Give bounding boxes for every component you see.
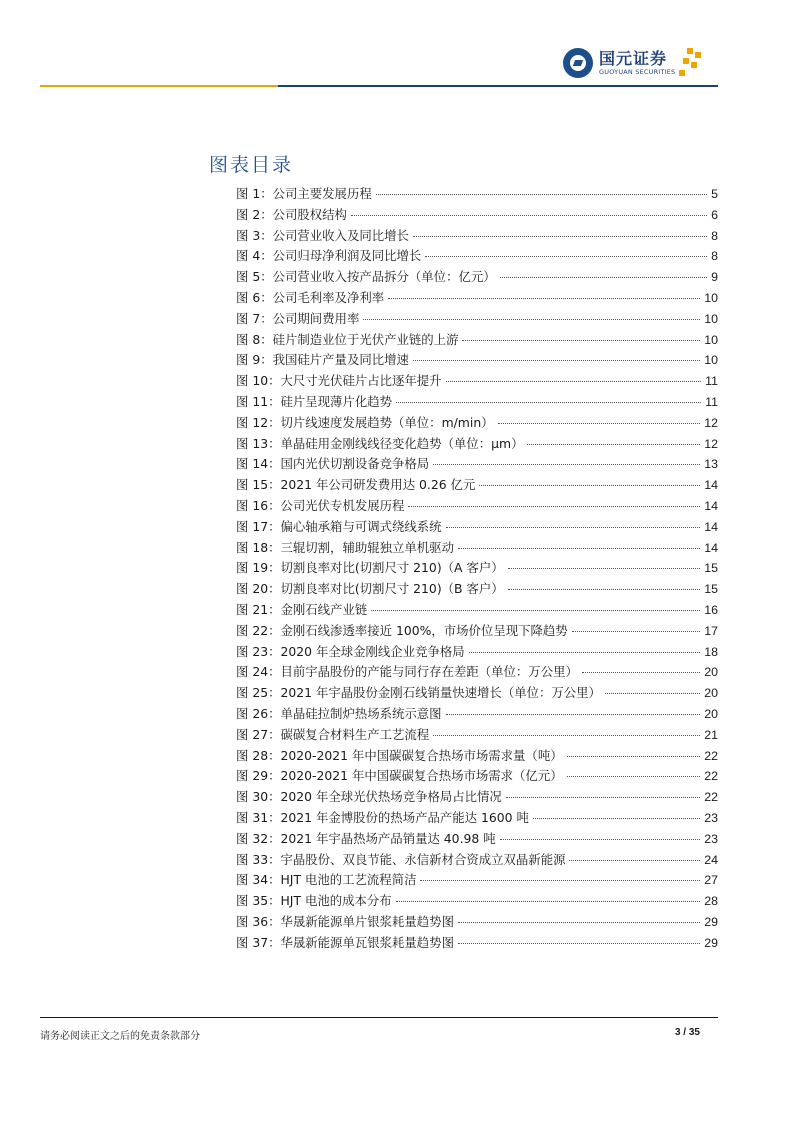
toc-leader-dots [433, 735, 700, 736]
toc-entry[interactable] [236, 392, 718, 413]
toc-entry[interactable] [236, 413, 718, 434]
toc-entry[interactable] [236, 829, 718, 850]
toc-entry[interactable] [236, 579, 718, 600]
toc-leader-dots [533, 818, 700, 819]
toc-entry[interactable] [236, 205, 718, 226]
toc-entry[interactable] [236, 309, 718, 330]
toc-leader-dots [567, 756, 701, 757]
company-logo [563, 46, 703, 80]
toc-entry[interactable] [236, 766, 718, 787]
toc-leader-dots [363, 319, 700, 320]
toc-leader-dots [469, 652, 701, 653]
toc-entry-label[interactable]: 图 7：公司期间费用率 [236, 310, 360, 326]
toc-entry[interactable] [236, 787, 718, 808]
toc-leader-dots [605, 693, 700, 694]
logo-mark-icon [563, 48, 593, 78]
toc-leader-dots [500, 839, 701, 840]
toc-leader-dots [572, 631, 701, 632]
toc-leader-dots [413, 236, 707, 237]
toc-entry-label[interactable]: 图 26：单晶硅拉制炉热场系统示意图 [236, 705, 442, 721]
toc-entry[interactable] [236, 912, 718, 933]
toc-title: 图表目录 [209, 154, 294, 176]
toc-entry-label[interactable]: 图 23：2020 年全球金刚线企业竞争格局 [236, 643, 465, 659]
toc-entry-label[interactable]: 图 18：三辊切割，辅助辊独立单机驱动 [236, 539, 454, 555]
toc-leader-dots [433, 464, 700, 465]
toc-leader-dots [462, 340, 700, 341]
toc-entry-page[interactable]: 8 [711, 228, 718, 243]
toc-entry-label[interactable]: 图 5：公司营业收入按产品拆分（单位：亿元） [236, 269, 496, 285]
toc-entry-page[interactable]: 28 [704, 894, 718, 909]
toc-list [236, 184, 718, 953]
toc-entry-page[interactable]: 12 [704, 436, 718, 451]
logo-text [599, 50, 675, 76]
toc-entry-label[interactable]: 图 4：公司归母净利润及同比增长 [236, 248, 422, 264]
toc-entry-page[interactable]: 20 [704, 706, 718, 721]
toc-leader-dots [351, 215, 707, 216]
toc-entry[interactable] [236, 330, 718, 351]
toc-entry[interactable] [236, 538, 718, 559]
footer-rule [40, 1017, 718, 1018]
toc-leader-dots [567, 776, 701, 777]
toc-entry-page[interactable]: 17 [704, 623, 718, 638]
header-rule-accent [278, 85, 718, 87]
toc-entry-page[interactable]: 14 [704, 478, 718, 493]
toc-entry-label[interactable]: 图 10：大尺寸光伏硅片占比逐年提升 [236, 373, 442, 389]
toc-entry-page[interactable]: 11 [705, 394, 718, 409]
toc-entry-label[interactable]: 图 30：2020 年全球光伏热场竞争格局占比情况 [236, 789, 502, 805]
toc-leader-dots [420, 880, 700, 881]
toc-leader-dots [569, 860, 700, 861]
toc-entry-page[interactable]: 11 [705, 374, 718, 389]
toc-leader-dots [458, 943, 700, 944]
toc-entry[interactable] [236, 891, 718, 912]
toc-leader-dots [582, 672, 700, 673]
toc-entry[interactable] [236, 808, 718, 829]
toc-entry[interactable] [236, 850, 718, 871]
toc-entry-label[interactable]: 图 2：公司股权结构 [236, 206, 347, 222]
toc-leader-dots [446, 381, 702, 382]
toc-leader-dots [446, 714, 701, 715]
toc-entry[interactable] [236, 642, 718, 663]
toc-entry-page[interactable]: 22 [704, 790, 718, 805]
toc-entry-page[interactable]: 12 [704, 415, 718, 430]
toc-entry[interactable] [236, 517, 718, 538]
toc-entry[interactable] [236, 621, 718, 642]
toc-entry-page[interactable]: 18 [704, 644, 718, 659]
toc-entry-page[interactable]: 14 [704, 540, 718, 555]
toc-entry-page[interactable]: 23 [704, 810, 718, 825]
toc-entry[interactable] [236, 496, 718, 517]
toc-leader-dots [413, 360, 700, 361]
toc-entry[interactable] [236, 662, 718, 683]
toc-leader-dots [458, 548, 700, 549]
toc-entry-page[interactable]: 15 [704, 582, 718, 597]
toc-entry[interactable] [236, 683, 718, 704]
toc-entry[interactable] [236, 558, 718, 579]
toc-entry-page[interactable]: 13 [704, 457, 718, 472]
toc-entry-label[interactable]: 图 35：HJT 电池的成本分布 [236, 893, 392, 909]
toc-entry-label[interactable]: 图 29：2020-2021 年中国碳碳复合热场市场需求（亿元） [236, 768, 563, 784]
toc-entry-page[interactable]: 22 [704, 769, 718, 784]
toc-entry-label[interactable]: 图 33：宇晶股份、双良节能、永信新材合资成立双晶新能源 [236, 851, 566, 867]
toc-entry[interactable] [236, 288, 718, 309]
logo-name-cn: 国元证券 [599, 49, 668, 68]
toc-entry-page[interactable]: 10 [704, 353, 718, 368]
toc-entry[interactable] [236, 434, 718, 455]
toc-entry-label[interactable]: 图 14：国内光伏切割设备竞争格局 [236, 456, 430, 472]
toc-leader-dots [508, 589, 701, 590]
toc-entry-label[interactable]: 图 16：公司光伏专机发展历程 [236, 497, 405, 513]
toc-leader-dots [388, 298, 700, 299]
toc-entry-label[interactable]: 图 24：目前宇晶股份的产能与同行存在差距（单位：万公里） [236, 664, 578, 680]
toc-entry-page[interactable]: 14 [704, 498, 718, 513]
toc-leader-dots [396, 402, 701, 403]
toc-entry[interactable] [236, 475, 718, 496]
toc-entry-label[interactable]: 图 27：碳碳复合材料生产工艺流程 [236, 726, 430, 742]
toc-entry-label[interactable]: 图 32：2021 年宇晶热场产品销量达 40.98 吨 [236, 830, 496, 846]
toc-entry-label[interactable]: 图 34：HJT 电池的工艺流程简洁 [236, 872, 417, 888]
toc-entry-page[interactable]: 9 [711, 270, 718, 285]
toc-leader-dots [498, 423, 701, 424]
toc-leader-dots [396, 901, 701, 902]
toc-entry[interactable] [236, 600, 718, 621]
logo-name-en: GUOYUAN SECURITIES [599, 68, 676, 76]
toc-entry-page[interactable]: 15 [704, 561, 718, 576]
toc-entry-label[interactable]: 图 21：金刚石线产业链 [236, 601, 368, 617]
toc-entry-label[interactable]: 图 11：硅片呈现薄片化趋势 [236, 393, 393, 409]
toc-leader-dots [479, 485, 700, 486]
toc-entry-label[interactable]: 图 8：硅片制造业位于光伏产业链的上游 [236, 331, 459, 347]
toc-entry-label[interactable]: 图 37：华晟新能源单瓦银浆耗量趋势图 [236, 934, 454, 950]
toc-entry-label[interactable]: 图 31：2021 年金博股份的热场产品产能达 1600 吨 [236, 809, 529, 825]
toc-entry-page[interactable]: 21 [704, 727, 718, 742]
toc-entry-label[interactable]: 图 17：偏心轴承箱与可调式绕线系统 [236, 518, 442, 534]
toc-entry[interactable] [236, 933, 718, 954]
toc-entry[interactable] [236, 350, 718, 371]
toc-leader-dots [408, 506, 700, 507]
toc-entry-page[interactable]: 10 [704, 290, 718, 305]
toc-entry-label[interactable]: 图 15：2021 年公司研发费用达 0.26 亿元 [236, 477, 476, 493]
toc-entry-page[interactable]: 5 [711, 187, 718, 201]
toc-entry[interactable] [236, 371, 718, 392]
toc-entry-page[interactable]: 29 [704, 935, 718, 950]
toc-entry-page[interactable]: 29 [704, 914, 718, 929]
toc-entry-label[interactable]: 图 28：2020-2021 年中国碳碳复合热场市场需求量（吨） [236, 747, 563, 763]
toc-entry-label[interactable]: 图 19：切割良率对比(切割尺寸 210)（A 客户） [236, 560, 504, 576]
toc-entry-label[interactable]: 图 9：我国硅片产量及同比增速 [236, 352, 409, 368]
toc-leader-dots [506, 797, 700, 798]
toc-entry-label[interactable]: 图 25：2021 年宇晶股份金刚石线销量快速增长（单位：万公里） [236, 685, 601, 701]
page-indicator: 3 / 35 [674, 1027, 700, 1038]
toc-entry-page[interactable]: 27 [704, 873, 718, 888]
toc-entry-label[interactable]: 图 3：公司营业收入及同比增长 [236, 227, 409, 243]
toc-entry-label[interactable]: 图 22：金刚石线渗透率接近 100%，市场价位呈现下降趋势 [236, 622, 568, 638]
toc-leader-dots [500, 277, 707, 278]
toc-entry-page[interactable]: 20 [704, 686, 718, 701]
toc-entry-page[interactable]: 6 [711, 207, 718, 222]
toc-leader-dots [425, 256, 707, 257]
toc-entry-page[interactable]: 20 [704, 665, 718, 680]
toc-entry-label[interactable]: 图 13：单晶硅用金刚线线径变化趋势（单位：μm） [236, 435, 524, 451]
toc-entry-page[interactable]: 22 [704, 748, 718, 763]
toc-entry[interactable] [236, 246, 718, 267]
toc-leader-dots [371, 610, 700, 611]
toc-entry-page[interactable]: 23 [704, 831, 718, 846]
toc-entry-page[interactable]: 10 [704, 311, 718, 326]
toc-leader-dots [527, 444, 700, 445]
toc-entry[interactable] [236, 870, 718, 891]
toc-leader-dots [376, 194, 707, 195]
toc-entry-page[interactable]: 8 [711, 249, 718, 264]
toc-leader-dots [446, 527, 701, 528]
toc-leader-dots [458, 922, 700, 923]
toc-entry-page[interactable]: 24 [704, 852, 718, 867]
toc-entry-label[interactable]: 图 36：华晟新能源单片银浆耗量趋势图 [236, 913, 454, 929]
toc-leader-dots [508, 568, 701, 569]
toc-entry-label[interactable]: 图 1：公司主要发展历程 [236, 186, 372, 201]
footer-disclaimer: 请务必阅读正文之后的免责条款部分 [40, 1031, 200, 1042]
toc-entry-page[interactable]: 14 [704, 519, 718, 534]
toc-entry-label[interactable]: 图 6：公司毛利率及净利率 [236, 289, 385, 305]
toc-entry-label[interactable]: 图 12：切片线速度发展趋势（单位：m/min） [236, 414, 494, 430]
toc-entry[interactable] [236, 184, 718, 205]
toc-entry[interactable] [236, 704, 718, 725]
toc-entry[interactable] [236, 267, 718, 288]
toc-entry[interactable] [236, 226, 718, 247]
toc-entry[interactable] [236, 454, 718, 475]
toc-entry[interactable] [236, 725, 718, 746]
toc-entry[interactable] [236, 746, 718, 767]
toc-entry-page[interactable]: 16 [704, 602, 718, 617]
toc-entry-page[interactable]: 10 [704, 332, 718, 347]
toc-entry-label[interactable]: 图 20：切割良率对比(切割尺寸 210)（B 客户） [236, 581, 504, 597]
logo-dots-icon [679, 48, 703, 78]
